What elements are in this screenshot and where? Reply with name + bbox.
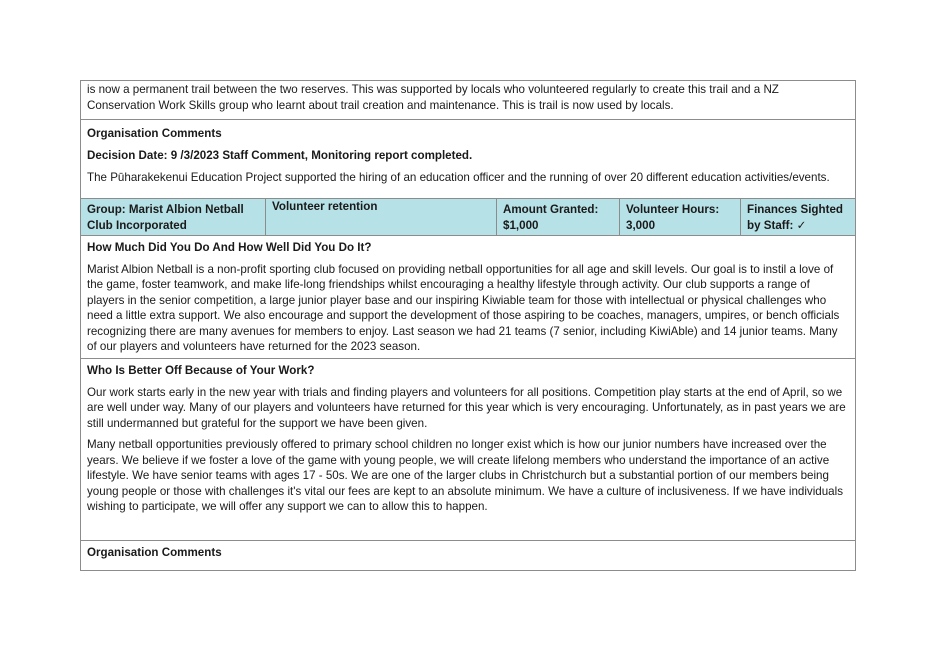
group-name-cell [81,199,266,236]
how-much-heading: How Much Did You Do And How Well Did You Do It? [87,241,372,254]
checkmark-icon: ✓ [796,218,807,232]
report-table [80,80,856,571]
intro-cell [81,81,856,120]
org-comments-cell [81,120,856,199]
hours-label: Volunteer Hours: [626,203,720,216]
project-name: Volunteer retention [272,200,378,213]
better-off-row [81,359,856,541]
intro-text: is now a permanent trail between the two reserves. This was supported by locals who volunteered regularly to create this trail and a NZ Conservation Work Skills group who learnt about trail creation and maintenance. This is trail is now used by locals. [87,83,779,112]
amount-label: Amount Granted: [503,203,599,216]
better-off-para-1: Our work starts early in the new year with trials and finding players and volunteers for all positions. Competition play starts at the end of April, so we are well under way. Many of our players and volunteers have returned for this year which is very encouraging. Unfortunately, as in past years we are still undermanned but grateful for the support we have been given. [87,385,846,430]
intro-row [81,81,856,120]
org-comments-body: The Pūharakekenui Education Project supported the hiring of an education officer and the running of over 20 different education activities/events. [87,171,830,184]
org-comments-row [81,120,856,199]
hours-cell [620,199,741,236]
org-comments-heading-2: Organisation Comments [87,546,222,559]
group-header-row [81,199,856,236]
group-name: Group: Marist Albion Netball Club Incorporated [87,203,244,232]
better-off-para-2: Many netball opportunities previously offered to primary school children no longer exist which is how our junior numbers have increased over the years. We believe if we foster a love of the game with young people, we will create lifelong members who understand the importance of an active lifestyle. We have senior teams with ages 17 - 50s. We are one of the larger clubs in Christchurch but a substantial portion of our members being young people or those with challenges it's vital our fees are kept to an absolute minimum. We have a culture of inclusiveness. If we have individuals wishing to participate, we will offer any support we can to allow this to happen. [87,438,844,513]
report-document [80,80,855,571]
better-off-heading: Who Is Better Off Because of Your Work? [87,364,315,377]
how-much-row [81,236,856,359]
amount-value: $1,000 [503,218,539,232]
better-off-cell [81,359,856,541]
org-comments-row-2 [81,541,856,571]
project-cell [266,199,497,236]
org-comments-cell-2 [81,541,856,571]
finances-cell [741,199,856,236]
decision-date: Decision Date: 9 /3/2023 Staff Comment, Monitoring report completed. [87,148,473,162]
amount-cell [497,199,620,236]
how-much-cell [81,236,856,359]
hours-value: 3,000 [626,218,656,232]
finances-label: Finances Sighted by Staff: [747,203,843,232]
org-comments-heading: Organisation Comments [87,127,222,140]
how-much-body: Marist Albion Netball is a non-profit sporting club focused on providing netball opportunities for all age and skill levels. Our goal is to instil a love of the game, foster teamwork, and make life-long friendships whilst encouraging a healthy lifestyle through activity. Our club supports a range of players in the senior competition, a large junior player base and our inspiring Kiwiable team for those with intellectual or physical challenges who need a little extra support. We also encourage and support the development of those aspiring to be coaches, managers, umpires, or bench officials recognizing there are many avenues for members to enjoy. Last season we had 21 teams (7 senior, including KiwiAble) and 14 junior teams. Many of our players and volunteers have returned for the 2023 season. [87,262,840,353]
